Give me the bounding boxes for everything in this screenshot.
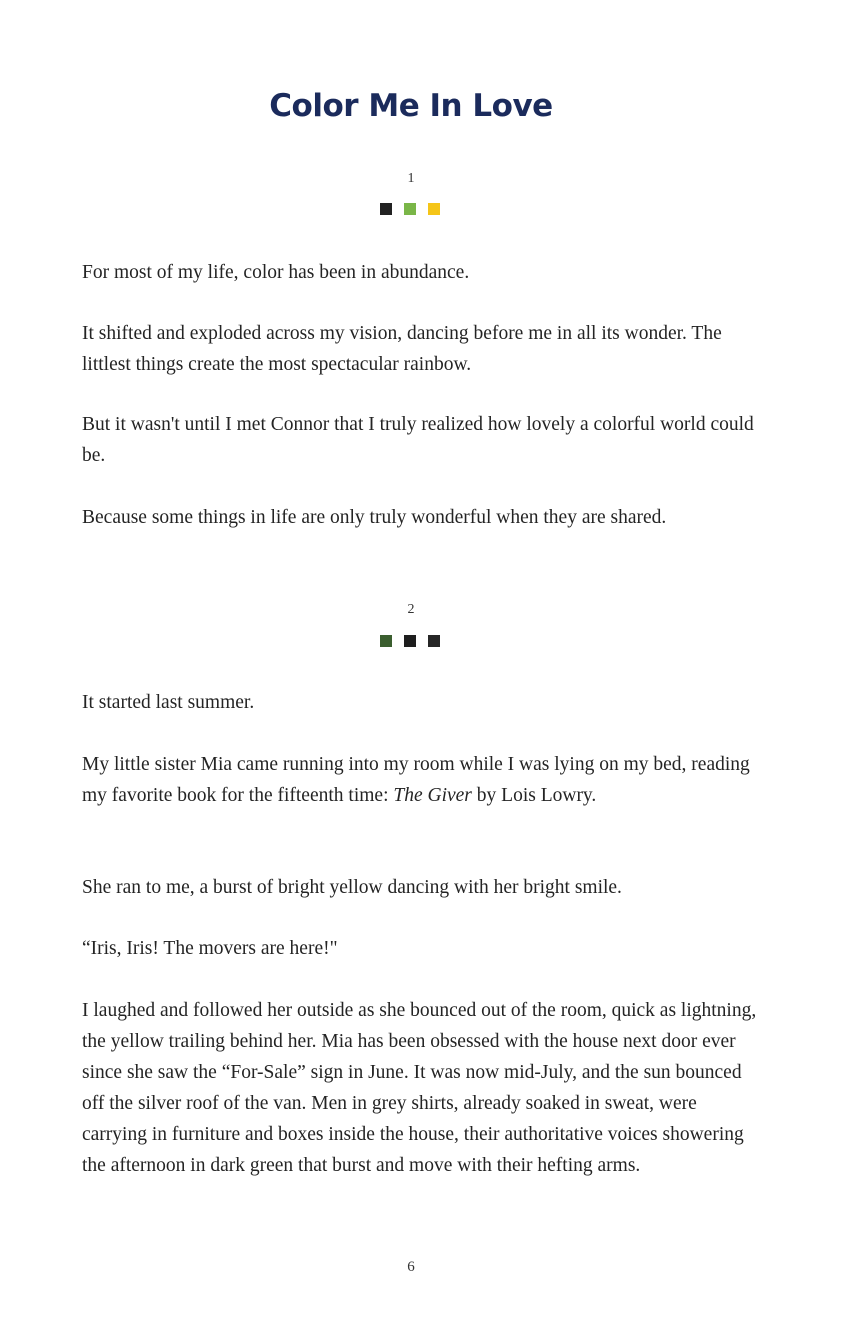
- paragraph-text: My little sister Mia came running into my room while I was lying on my bed, reading my favorite book for the fifteenth time:: [82, 754, 750, 806]
- paragraph: She ran to me, a burst of bright yellow dancing with her bright smile.: [82, 877, 622, 898]
- book-title: The Giver: [393, 785, 472, 806]
- divider-square: [380, 635, 392, 647]
- paragraph: Because some things in life are only truly wonderful when they are shared.: [82, 507, 667, 528]
- section-divider-1: [380, 203, 440, 215]
- paragraph: For most of my life, color has been in abundance.: [82, 262, 470, 283]
- paragraph: It shifted and exploded across my vision, dancing before me in all its wonder. The littlest things create the most spectacular rainbow.: [82, 323, 722, 375]
- divider-square: [404, 203, 416, 215]
- paragraph: It started last summer.: [82, 692, 255, 713]
- divider-square: [380, 203, 392, 215]
- section-number-1: 1: [407, 171, 415, 186]
- paragraph: “Iris, Iris! The movers are here!": [82, 938, 338, 959]
- section-number-2: 2: [407, 602, 415, 617]
- paragraph: But it wasn't until I met Connor that I truly realized how lovely a colorful world could be.: [82, 414, 754, 466]
- page-number: 6: [407, 1259, 415, 1275]
- section-divider-2: [380, 635, 440, 647]
- paragraph: I laughed and followed her outside as she bounced out of the room, quick as lightning, the yellow trailing behind her. Mia has been obsessed with the house next door ever since she saw the “For-Sale” sign in June. It was now mid-July, and the sun bounced off the silver roof of the van. Men in grey shirts, already soaked in sweat, were carrying in furniture and boxes inside the house, their authoritative voices showering the afternoon in dark green that burst and move with their hefting arms.: [82, 1000, 757, 1176]
- paragraph-text: by Lois Lowry.: [471, 785, 597, 806]
- divider-square: [428, 635, 440, 647]
- chapter-title: Color Me In Love: [269, 88, 553, 124]
- paragraph: [82, 749, 762, 811]
- divider-square: [404, 635, 416, 647]
- divider-square: [428, 203, 440, 215]
